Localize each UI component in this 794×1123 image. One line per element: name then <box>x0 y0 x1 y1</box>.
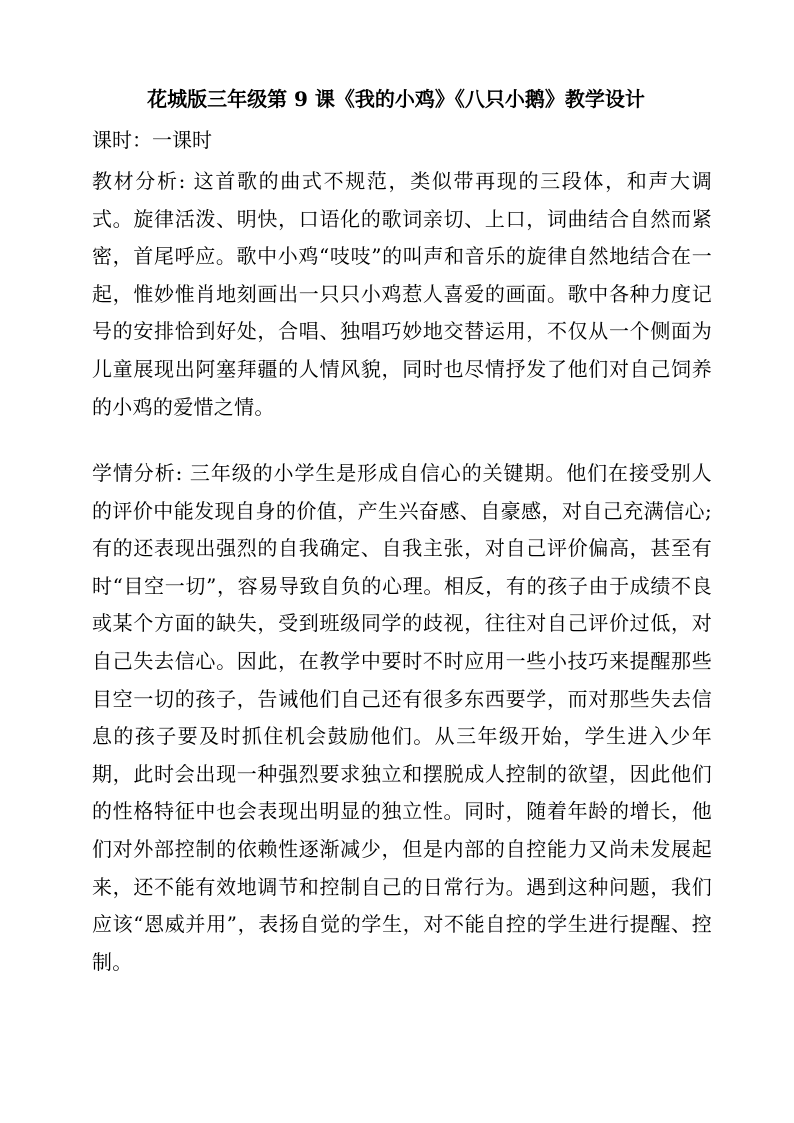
section-body: 这首歌的曲式不规范，类似带再现的三段体，和声大调式。旋律活泼、明快，口语化的歌词亲切、上口，词曲结合自然而紧密，首尾呼应。歌中小鸡“吱吱”的叫声和音乐的旋律自然地结合在一起，惟妙惟肖地刻画出一只只小鸡惹人喜爱的画面。歌中各种力度记号的安排恰到好处，合唱、独唱巧妙地交替运用，不仅从一个侧面为儿童展现出阿塞拜疆的人情风貌，同时也尽情抒发了他们对自己饲养的小鸡的爱惜之情。 <box>92 169 712 419</box>
section-label: 教材分析: <box>92 169 186 193</box>
class-hours: 课时：一课时 <box>92 128 212 152</box>
section-textbook-analysis <box>92 163 712 426</box>
section-student-analysis <box>92 455 712 981</box>
document-title: 花城版三年级第 9 课《我的小鸡》《八只小鹅》教学设计 <box>147 87 645 111</box>
section-body: 三年级的小学生是形成自信心的关键期。他们在接受别人的评价中能发现自身的价值，产生兴奋感、自豪感，对自己充满信心;有的还表现出强烈的自我确定、自我主张，对自己评价偏高，甚至有时“目空一切”，容易导致自负的心理。相反，有的孩子由于成绩不良或某个方面的缺失，受到班级同学的歧视，往往对自己评价过低，对自己失去信心。因此，在教学中要时不时应用一些小技巧来提醒那些目空一切的孩子，告诫他们自己还有很多东西要学，而对那些失去信息的孩子要及时抓住机会鼓励他们。从三年级开始，学生进入少年期，此时会出现一种强烈要求独立和摆脱成人控制的欲望，因此他们的性格特征中也会表现出明显的独立性。同时，随着年龄的增长，他们对外部控制的依赖性逐渐减少，但是内部的自控能力又尚未发展起来，还不能有效地调节和控制自己的日常行为。遇到这种问题，我们应该“恩威并用”，表扬自觉的学生，对不能自控的学生进行提醒、控制。 <box>92 461 712 974</box>
section-label: 学情分析: <box>92 461 183 485</box>
